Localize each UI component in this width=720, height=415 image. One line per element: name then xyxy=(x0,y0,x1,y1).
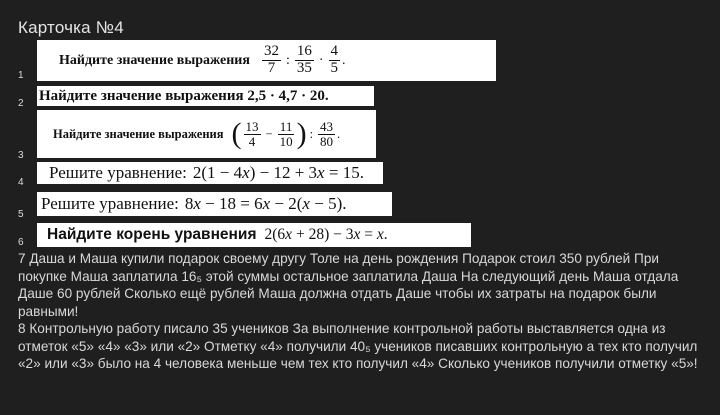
task-number: 1 xyxy=(18,70,24,81)
task-number: 6 xyxy=(18,237,24,248)
task-prompt: Решите уравнение: xyxy=(41,194,179,213)
fraction xyxy=(278,120,295,148)
fraction xyxy=(295,44,314,77)
operator: : xyxy=(285,52,290,68)
variable-x: x xyxy=(317,163,325,182)
equation: 8x − 18 = 6x − 2(x − 5). xyxy=(184,194,347,213)
task-prompt: Найдите корень уравнения xyxy=(47,226,257,243)
numerator: 16 xyxy=(296,43,312,60)
denominator: 10 xyxy=(279,133,293,149)
numerator: 43 xyxy=(320,118,334,134)
variable-x: x xyxy=(353,226,361,243)
word-problem: 7 Даша и Маша купили подарок своему другу Толе на день рождения Подарок стоил 350 рублей При покупке Маша заплатила 16₅ этой суммы остальное заплатила Даша На следующий день Маша отдала Даше 60 рублей Сколько ещё рублей Маша должна отдать Даше чтобы их затраты на подарок были равными! xyxy=(18,251,679,319)
task-prompt: Найдите значение выражения xyxy=(53,126,224,141)
numerator: 11 xyxy=(279,118,293,134)
variable-x: x xyxy=(376,226,384,243)
task-card xyxy=(37,223,471,247)
task-number: 3 xyxy=(18,150,24,161)
fraction xyxy=(318,120,335,148)
variable-x: x xyxy=(285,226,293,243)
open-paren: ( xyxy=(231,117,242,150)
variable-x: x xyxy=(242,163,250,182)
task-text: Найдите значение выражения 2,5 · 4,7 · 20. xyxy=(39,87,329,104)
operator: − xyxy=(265,126,273,141)
word-problem: 8 Контрольную работу писало 35 учеников За выполнение контрольной работы выставляется одна из отметок «5» «4» «3» или «2» Отметку «4» получили 40₅ учеников писавших контрольную а тех кто получил «2» или «3» было на 4 человека меньше чем тех кто получил «4» Сколько учеников получили отметку «5»! xyxy=(18,321,698,371)
task-card xyxy=(37,40,496,81)
task-prompt: Решите уравнение: xyxy=(49,163,187,182)
denominator: 5 xyxy=(330,60,339,76)
denominator: 7 xyxy=(267,60,276,76)
task-card xyxy=(37,162,383,184)
task-prompt: Найдите значение выражения xyxy=(59,52,250,68)
period: . xyxy=(337,126,341,141)
task-card xyxy=(37,192,392,216)
period: . xyxy=(342,52,346,68)
numerator: 13 xyxy=(245,118,259,134)
fraction xyxy=(262,44,281,77)
operator: : xyxy=(309,126,314,141)
equation: 2(6x + 28) − 3x = x. xyxy=(264,226,388,243)
denominator: 80 xyxy=(320,133,334,149)
task-card xyxy=(37,110,376,158)
denominator: 4 xyxy=(248,133,256,149)
task-card xyxy=(37,86,374,106)
close-paren: ) xyxy=(296,117,307,150)
variable-x: x xyxy=(262,194,271,213)
fraction xyxy=(244,120,261,148)
numerator: 32 xyxy=(263,43,279,60)
variable-x: x xyxy=(193,194,201,213)
task-number: 4 xyxy=(18,177,24,188)
numerator: 4 xyxy=(330,43,339,60)
denominator: 35 xyxy=(296,60,312,76)
operator: · xyxy=(318,52,324,68)
equation: 2(1 − 4x) − 12 + 3x = 15. xyxy=(192,163,364,182)
fraction xyxy=(329,44,341,77)
card-title: Карточка №4 xyxy=(18,18,124,37)
task-number: 2 xyxy=(18,98,24,109)
variable-x: x xyxy=(302,194,310,213)
task-number: 5 xyxy=(18,209,24,220)
